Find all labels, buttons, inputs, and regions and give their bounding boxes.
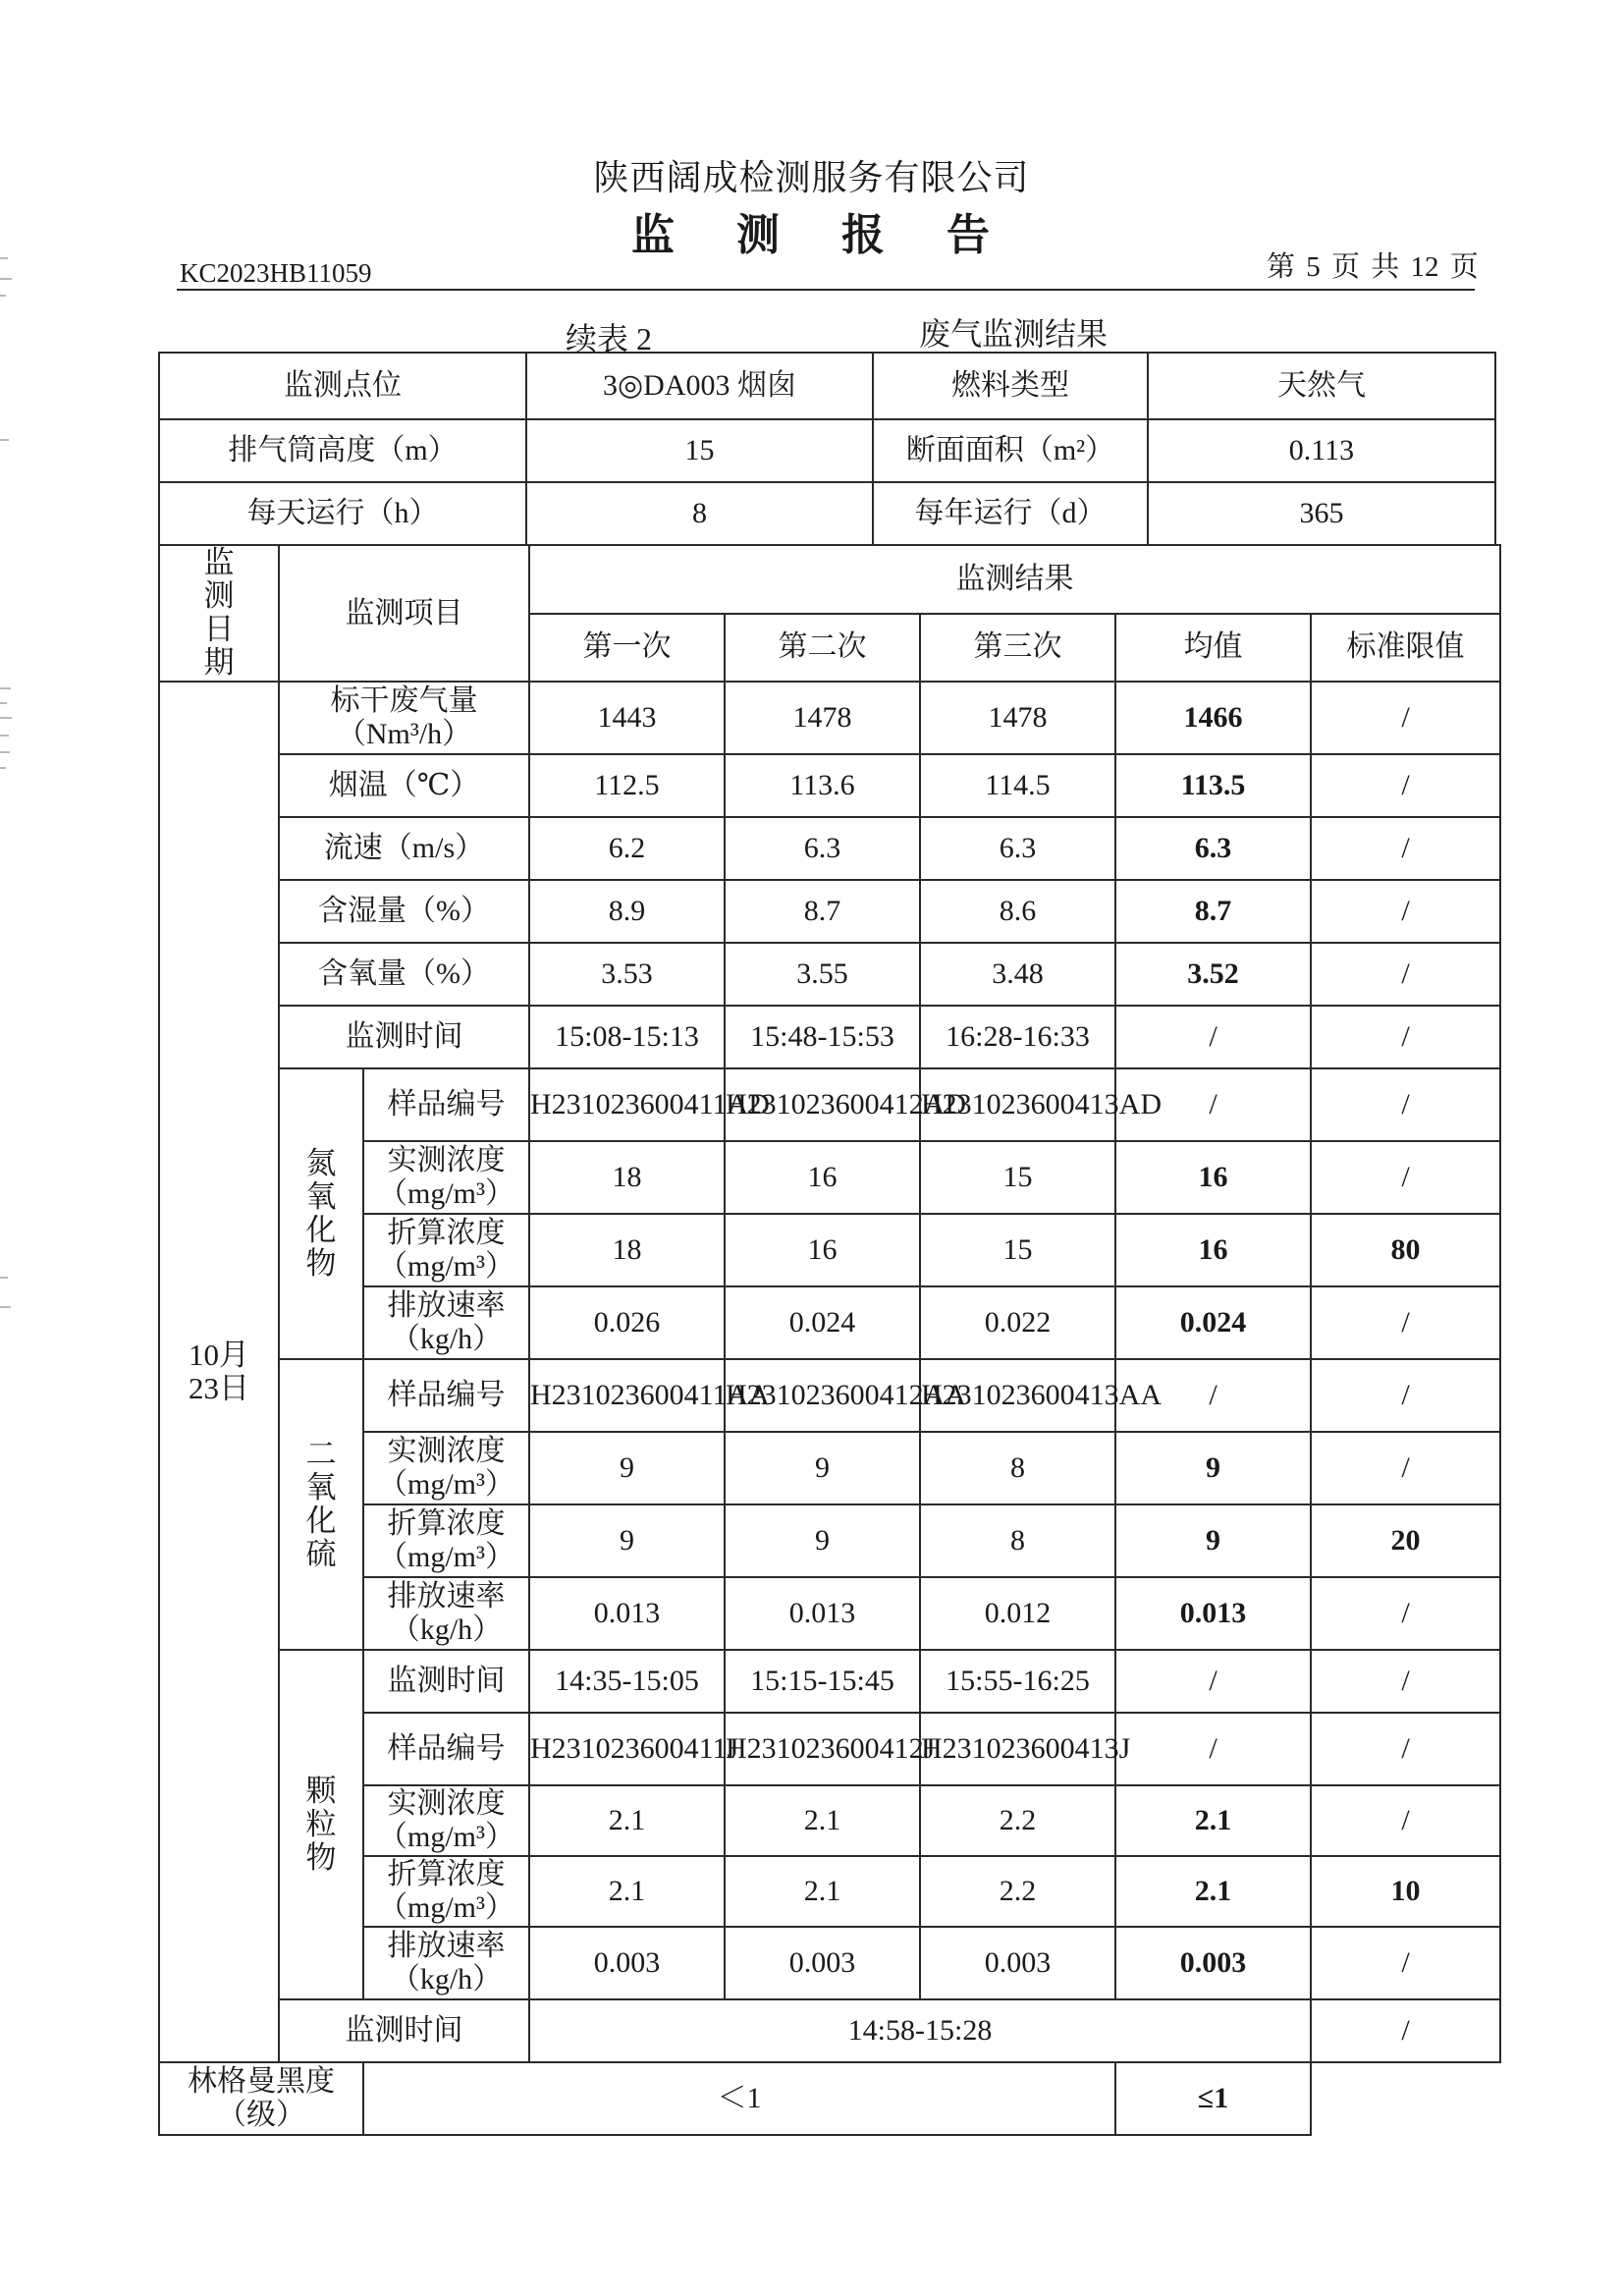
cell-value: 0.003 — [725, 1927, 920, 1999]
header-divider — [177, 289, 1475, 291]
cell-average: 2.1 — [1115, 1785, 1311, 1856]
cell-value: 0.013 — [725, 1577, 920, 1650]
cell-value: H231023600411AA — [529, 1359, 725, 1432]
table-row — [159, 1650, 1500, 1713]
row-label: 林格曼黑度（级） — [159, 2062, 363, 2135]
cell-value: 0.024 — [725, 1286, 920, 1359]
table-row — [159, 880, 1500, 943]
cell-limit: / — [1311, 754, 1500, 817]
cell-value: 15:08-15:13 — [529, 1006, 725, 1068]
cell-value: 3.55 — [725, 943, 920, 1006]
cell-average: 9 — [1115, 1432, 1311, 1504]
table-row — [159, 1359, 1500, 1432]
row-label: 排放速率（kg/h） — [363, 1577, 529, 1650]
row-label: 排放速率（kg/h） — [363, 1927, 529, 1999]
cell-value: 0.003 — [529, 1927, 725, 1999]
cell-limit: / — [1311, 1577, 1500, 1650]
info-value: 天然气 — [1148, 353, 1495, 419]
row-label: 含氧量（%） — [279, 943, 529, 1006]
monitoring-date: 10月23日 — [159, 682, 279, 2062]
cell-limit: / — [1311, 682, 1500, 754]
cell-value: 16 — [725, 1141, 920, 1214]
row-label: 折算浓度（mg/m³） — [363, 1504, 529, 1577]
report-title: 监 测 报 告 — [631, 211, 1015, 259]
source-info-table — [158, 352, 1496, 546]
cell-value: 16:28-16:33 — [920, 1006, 1115, 1068]
info-label: 每年运行（d） — [873, 482, 1148, 545]
cell-value: 0.012 — [920, 1577, 1115, 1650]
cell-value: H231023600413AA — [920, 1359, 1115, 1432]
info-label: 排气筒高度（m） — [159, 419, 526, 482]
cell-average: 16 — [1115, 1214, 1311, 1286]
row-label: 折算浓度（mg/m³） — [363, 1856, 529, 1927]
col-header-average: 均值 — [1115, 614, 1311, 683]
results-header: 监测结果 — [529, 545, 1500, 614]
cell-average: 1466 — [1115, 682, 1311, 754]
col-header-third: 第三次 — [920, 614, 1115, 683]
cell-average: 8.7 — [1115, 880, 1311, 943]
info-value: 15 — [526, 419, 873, 482]
cell-value: 9 — [725, 1504, 920, 1577]
cell-value: 6.3 — [920, 817, 1115, 880]
cell-value: 113.6 — [725, 754, 920, 817]
cell-limit: / — [1311, 1068, 1500, 1141]
cell-value: 2.1 — [529, 1856, 725, 1927]
row-label: 标干废气量（Nm³/h） — [279, 682, 529, 754]
cell-limit: 10 — [1311, 1856, 1500, 1927]
cell-average: 9 — [1115, 1504, 1311, 1577]
table-row — [159, 817, 1500, 880]
report-number: KC2023HB11059 — [180, 258, 372, 288]
table-row — [159, 1068, 1500, 1141]
cell-average: 2.1 — [1115, 1856, 1311, 1927]
cell-value: H231023600412AD — [725, 1068, 920, 1141]
row-label: 折算浓度（mg/m³） — [363, 1214, 529, 1286]
cell-value: 0.022 — [920, 1286, 1115, 1359]
cell-average: 0.013 — [1115, 1577, 1311, 1650]
cell-value: H231023600413AD — [920, 1068, 1115, 1141]
cell-value: 2.1 — [725, 1856, 920, 1927]
cell-value: 15:48-15:53 — [725, 1006, 920, 1068]
group-label-pm: 颗粒物 — [279, 1650, 363, 1999]
table-row — [159, 754, 1500, 817]
cell-value: 2.1 — [725, 1785, 920, 1856]
cell-average: 0.003 — [1115, 1927, 1311, 1999]
cell-value: 8 — [920, 1432, 1115, 1504]
cell-value: 1478 — [920, 682, 1115, 754]
cell-value: 6.3 — [725, 817, 920, 880]
cell-value: 0.003 — [920, 1927, 1115, 1999]
cell-value: 114.5 — [920, 754, 1115, 817]
cell-value: 15 — [920, 1214, 1115, 1286]
cell-value: H231023600411AD — [529, 1068, 725, 1141]
cell-average: / — [1115, 1006, 1311, 1068]
cell-average: 6.3 — [1115, 817, 1311, 880]
cell-limit: / — [1311, 1006, 1500, 1068]
cell-limit: / — [1311, 1286, 1500, 1359]
header-row — [159, 545, 1500, 614]
cell-limit: / — [1311, 1141, 1500, 1214]
cell-average: / — [1115, 1650, 1311, 1713]
page-indicator: 第 5 页 共 12 页 — [1267, 251, 1479, 283]
cell-value: ＜1 — [363, 2062, 1115, 2135]
cell-value: 18 — [529, 1214, 725, 1286]
table-row — [159, 1999, 1500, 2062]
table-caption: 废气监测结果 — [919, 316, 1109, 352]
cell-value: 8.6 — [920, 880, 1115, 943]
info-value: 365 — [1148, 482, 1495, 545]
cell-value: 112.5 — [529, 754, 725, 817]
col-header-first: 第一次 — [529, 614, 725, 683]
row-label: 流速（m/s） — [279, 817, 529, 880]
cell-value: 9 — [529, 1504, 725, 1577]
cell-value: 8.9 — [529, 880, 725, 943]
cell-average: 16 — [1115, 1141, 1311, 1214]
cell-value: 2.2 — [920, 1856, 1115, 1927]
cell-limit: / — [1311, 1927, 1500, 1999]
table-row — [159, 682, 1500, 754]
row-label: 烟温（℃） — [279, 754, 529, 817]
cell-limit: / — [1311, 817, 1500, 880]
cell-value: 2.1 — [529, 1785, 725, 1856]
info-label: 燃料类型 — [873, 353, 1148, 419]
company-name: 陕西阔成检测服务有限公司 — [593, 158, 1030, 197]
col-header-limit: 标准限值 — [1311, 614, 1500, 683]
cell-value: H231023600413J — [920, 1713, 1115, 1785]
info-row — [159, 482, 1495, 545]
results-table — [158, 544, 1501, 2136]
row-label: 实测浓度（mg/m³） — [363, 1141, 529, 1214]
cell-value: 14:35-15:05 — [529, 1650, 725, 1713]
cell-value: 0.013 — [529, 1577, 725, 1650]
date-header: 监测日期 — [159, 545, 279, 682]
cell-value: 8.7 — [725, 880, 920, 943]
info-label: 监测点位 — [159, 353, 526, 419]
cell-value: 16 — [725, 1214, 920, 1286]
cell-value: 18 — [529, 1141, 725, 1214]
cell-limit: 80 — [1311, 1214, 1500, 1286]
cell-value: 15:15-15:45 — [725, 1650, 920, 1713]
info-row — [159, 353, 1495, 419]
info-value: 8 — [526, 482, 873, 545]
cell-average: 0.024 — [1115, 1286, 1311, 1359]
table-row — [159, 2062, 1500, 2135]
row-label: 监测时间 — [279, 1006, 529, 1068]
cell-value: 9 — [725, 1432, 920, 1504]
row-label: 排放速率（kg/h） — [363, 1286, 529, 1359]
row-label: 监测时间 — [279, 1999, 529, 2062]
scan-edge-marks — [0, 0, 12, 2296]
row-label: 样品编号 — [363, 1713, 529, 1785]
cell-average: 113.5 — [1115, 754, 1311, 817]
row-label: 实测浓度（mg/m³） — [363, 1785, 529, 1856]
cell-limit: / — [1311, 1713, 1500, 1785]
cell-average: 3.52 — [1115, 943, 1311, 1006]
cell-value: H231023600412AA — [725, 1359, 920, 1432]
cell-limit: / — [1311, 943, 1500, 1006]
table-row — [159, 1006, 1500, 1068]
cell-limit: / — [1311, 880, 1500, 943]
group-label-so2: 二氧化硫 — [279, 1359, 363, 1650]
item-header: 监测项目 — [279, 545, 529, 682]
cell-value: 6.2 — [529, 817, 725, 880]
row-label: 监测时间 — [363, 1650, 529, 1713]
info-value: 3◎DA003 烟囱 — [526, 353, 873, 419]
info-row — [159, 419, 1495, 482]
cell-value: H231023600412J — [725, 1713, 920, 1785]
cell-average: / — [1115, 1359, 1311, 1432]
cell-limit: / — [1311, 1650, 1500, 1713]
cell-value: 1478 — [725, 682, 920, 754]
cell-limit: / — [1311, 1359, 1500, 1432]
cell-value: 3.53 — [529, 943, 725, 1006]
row-label: 实测浓度（mg/m³） — [363, 1432, 529, 1504]
group-label-nox: 氮氧化物 — [279, 1068, 363, 1359]
info-label: 每天运行（h） — [159, 482, 526, 545]
table-row — [159, 943, 1500, 1006]
col-header-second: 第二次 — [725, 614, 920, 683]
cell-value: 14:58-15:28 — [529, 1999, 1311, 2062]
cell-value: 2.2 — [920, 1785, 1115, 1856]
cell-limit: / — [1311, 1785, 1500, 1856]
cell-limit: / — [1311, 1432, 1500, 1504]
cell-value: 0.026 — [529, 1286, 725, 1359]
cell-value: 15:55-16:25 — [920, 1650, 1115, 1713]
cell-average: / — [1115, 1068, 1311, 1141]
cell-average: / — [1115, 1713, 1311, 1785]
row-label: 含湿量（%） — [279, 880, 529, 943]
info-value: 0.113 — [1148, 419, 1495, 482]
info-label: 断面面积（m²） — [873, 419, 1148, 482]
cell-value: 1443 — [529, 682, 725, 754]
cell-value: H231023600411J — [529, 1713, 725, 1785]
row-label: 样品编号 — [363, 1359, 529, 1432]
cell-value: 3.48 — [920, 943, 1115, 1006]
cell-limit: / — [1311, 1999, 1500, 2062]
cell-value: 15 — [920, 1141, 1115, 1214]
cell-value: 9 — [529, 1432, 725, 1504]
cell-limit: 20 — [1311, 1504, 1500, 1577]
table-continuation-label: 续表 2 — [566, 321, 653, 356]
cell-limit: ≤1 — [1115, 2062, 1311, 2135]
cell-value: 8 — [920, 1504, 1115, 1577]
row-label: 样品编号 — [363, 1068, 529, 1141]
